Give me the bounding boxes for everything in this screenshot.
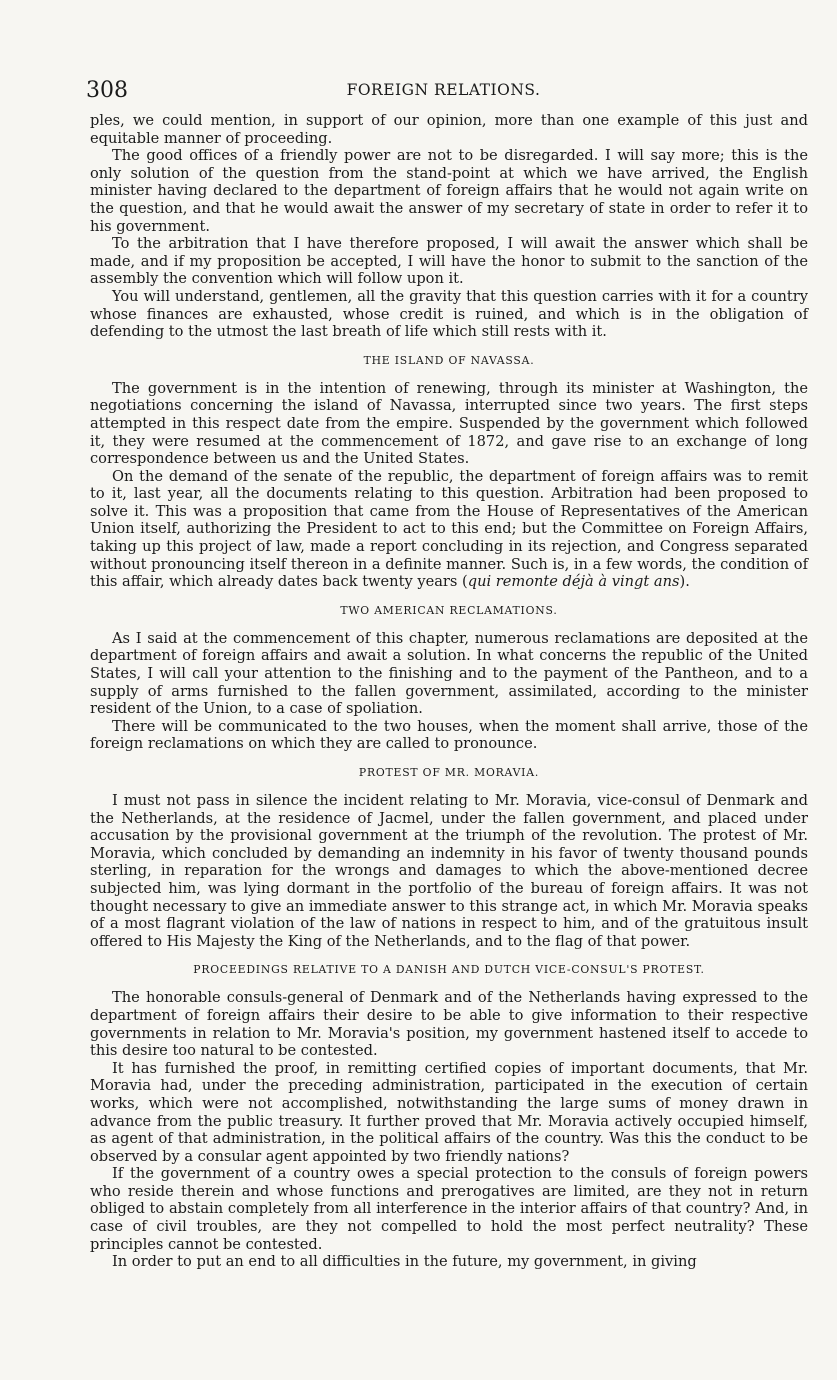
paragraph: The honorable consuls-general of Denmark and of the Netherlands having expressed to the department of foreign affairs their desire to be able to give information to their respective governments in relation to Mr. Moravia's position, my government hastened itself to accede to this desire too natural to be contested. (90, 989, 808, 1060)
paragraph: ples, we could mention, in support of our opinion, more than one example of this just and equitable manner of proceeding. (90, 112, 808, 147)
page-number: 308 (86, 78, 128, 103)
section-heading-proceedings: PROCEEDINGS RELATIVE TO A DANISH AND DUTCH VICE-CONSUL'S PROTEST. (193, 963, 705, 977)
paragraph: You will understand, gentlemen, all the gravity that this question carries with it for a country whose finances are exhausted, whose credit is ruined, and which is in the obligation of defending to the utmost the last breath of life which still rests with it. (90, 287, 808, 341)
paragraph: As I said at the commencement of this chapter, numerous reclamations are deposited at the department of foreign affairs and await a solution. In what concerns the republic of the United States, I will call your attention to the finishing and to the payment of the Pantheon, and to a supply of arms furnished to the fallen government, assimilated, according to the minister resident of the Union, to a case of spoliation. (90, 629, 808, 718)
paragraph: The government is in the intention of renewing, through its minister at Washington, the negotiations concerning the island of Navassa, interrupted since two years. The first steps attempted in this respect date from the empire. Suspended by the government which followed it, they were resumed at the commencement of 1872, and gave rise to an exchange of long correspondence between us and the United States. (90, 379, 808, 468)
paragraph-text: On the demand of the senate of the republic, the department of foreign affairs was to remit to it, last year, all the documents relating to this question. Arbitration had been proposed to solve it. This was a proposition that came from the House of Representatives of the American Union itself, authorizing the President to act to this end; but the Committee on Foreign Affairs, taking up this project of law, made a report concluding in its rejection, and Congress separated without pronouncing itself thereon in a definite manner. Such is, in a few words, the condition of this affair, which already dates back twenty years (90, 467, 808, 591)
running-title: FOREIGN RELATIONS. (346, 81, 541, 99)
paragraph: In order to put an end to all difficulties in the future, my government, in giving (112, 1253, 697, 1271)
section-heading-moravia: PROTEST OF MR. MORAVIA. (358, 766, 540, 779)
page-body (90, 112, 808, 1271)
paragraph: To the arbitration that I have therefore proposed, I will await the answer which shall be made, and if my proposition be accepted, I will have the honor to submit to the sanction of the assembly the convention which will follow upon it. (90, 235, 808, 288)
paragraph: The good offices of a friendly power are not to be disregarded. I will say more; this is the only solution of the question from the stand-point at which we have arrived, the English minister having declared to the department of foreign affairs that he would not again write on the question, and that he would await the answer of my secretary of state in order to refer it to his government. (90, 147, 808, 235)
paragraph: I must not pass in silence the incident relating to Mr. Moravia, vice-consul of Denmark and the Netherlands, at the residence of Jacmel, under the fallen government, and placed under accusation by the provisional government at the triumph of the revolution. The protest of Mr. Moravia, which concluded by demanding an indemnity in his favor of twenty thousand pounds sterling, in reparation for the wrongs and damages to which the above-mentioned decree subjected him, was lying dormant in the portfolio of the bureau of foreign affairs. It was not thought necessary to give an immediate answer to this strange act, in which Mr. Moravia speaks of a most flagrant violation of the law of nations in respect to him, and of the gratuitous insult offered to His Majesty the King of the Netherlands, and to the flag of that power. (90, 792, 808, 950)
page-header (86, 78, 801, 110)
paragraph: There will be communicated to the two houses, when the moment shall arrive, those of the foreign reclamations on which they are called to pronounce. (90, 717, 808, 753)
paragraph: On the demand of the senate of the republic, the department of foreign affairs was to remit to it, last year, all the documents relating to this question. Arbitration had been proposed to solve it. This was a proposition that came from the House of Representatives of the American Union itself, authorizing the President to act to this end; but the Committee on Foreign Affairs, taking up this project of law, made a report concluding in its rejection, and Congress separated without pronouncing itself thereon in a definite manner. Such is, in a few words, the condition of this affair, which already dates back twenty years (qui remonte déjà à vingt ans). (90, 467, 808, 591)
french-quote: qui remonte déjà à vingt ans (467, 573, 680, 591)
paragraph: It has furnished the proof, in remitting certified copies of important documents, that Mr. Moravia had, under the preceding administration, participated in the execution of certain works, which were not accomplished, notwithstanding the large sums of money drawn in advance from the public treasury. It further proved that Mr. Moravia actively occupied himself, as agent of that administration, in the political affairs of the country. Was this the conduct to be observed by a consular agent appointed by two friendly nations? (90, 1059, 808, 1165)
section-heading-navassa: THE ISLAND OF NAVASSA. (363, 353, 535, 367)
paragraph: If the government of a country owes a special protection to the consuls of foreign powers who reside therein and whose functions and prerogatives are limited, are they not in return obliged to abstain completely from all interference in the interior affairs of that country? And, in case of civil troubles, are they not compelled to hold the most perfect neutrality? These principles cannot be contested. (90, 1165, 808, 1253)
section-heading-reclamations: TWO AMERICAN RECLAMATIONS. (340, 603, 558, 617)
